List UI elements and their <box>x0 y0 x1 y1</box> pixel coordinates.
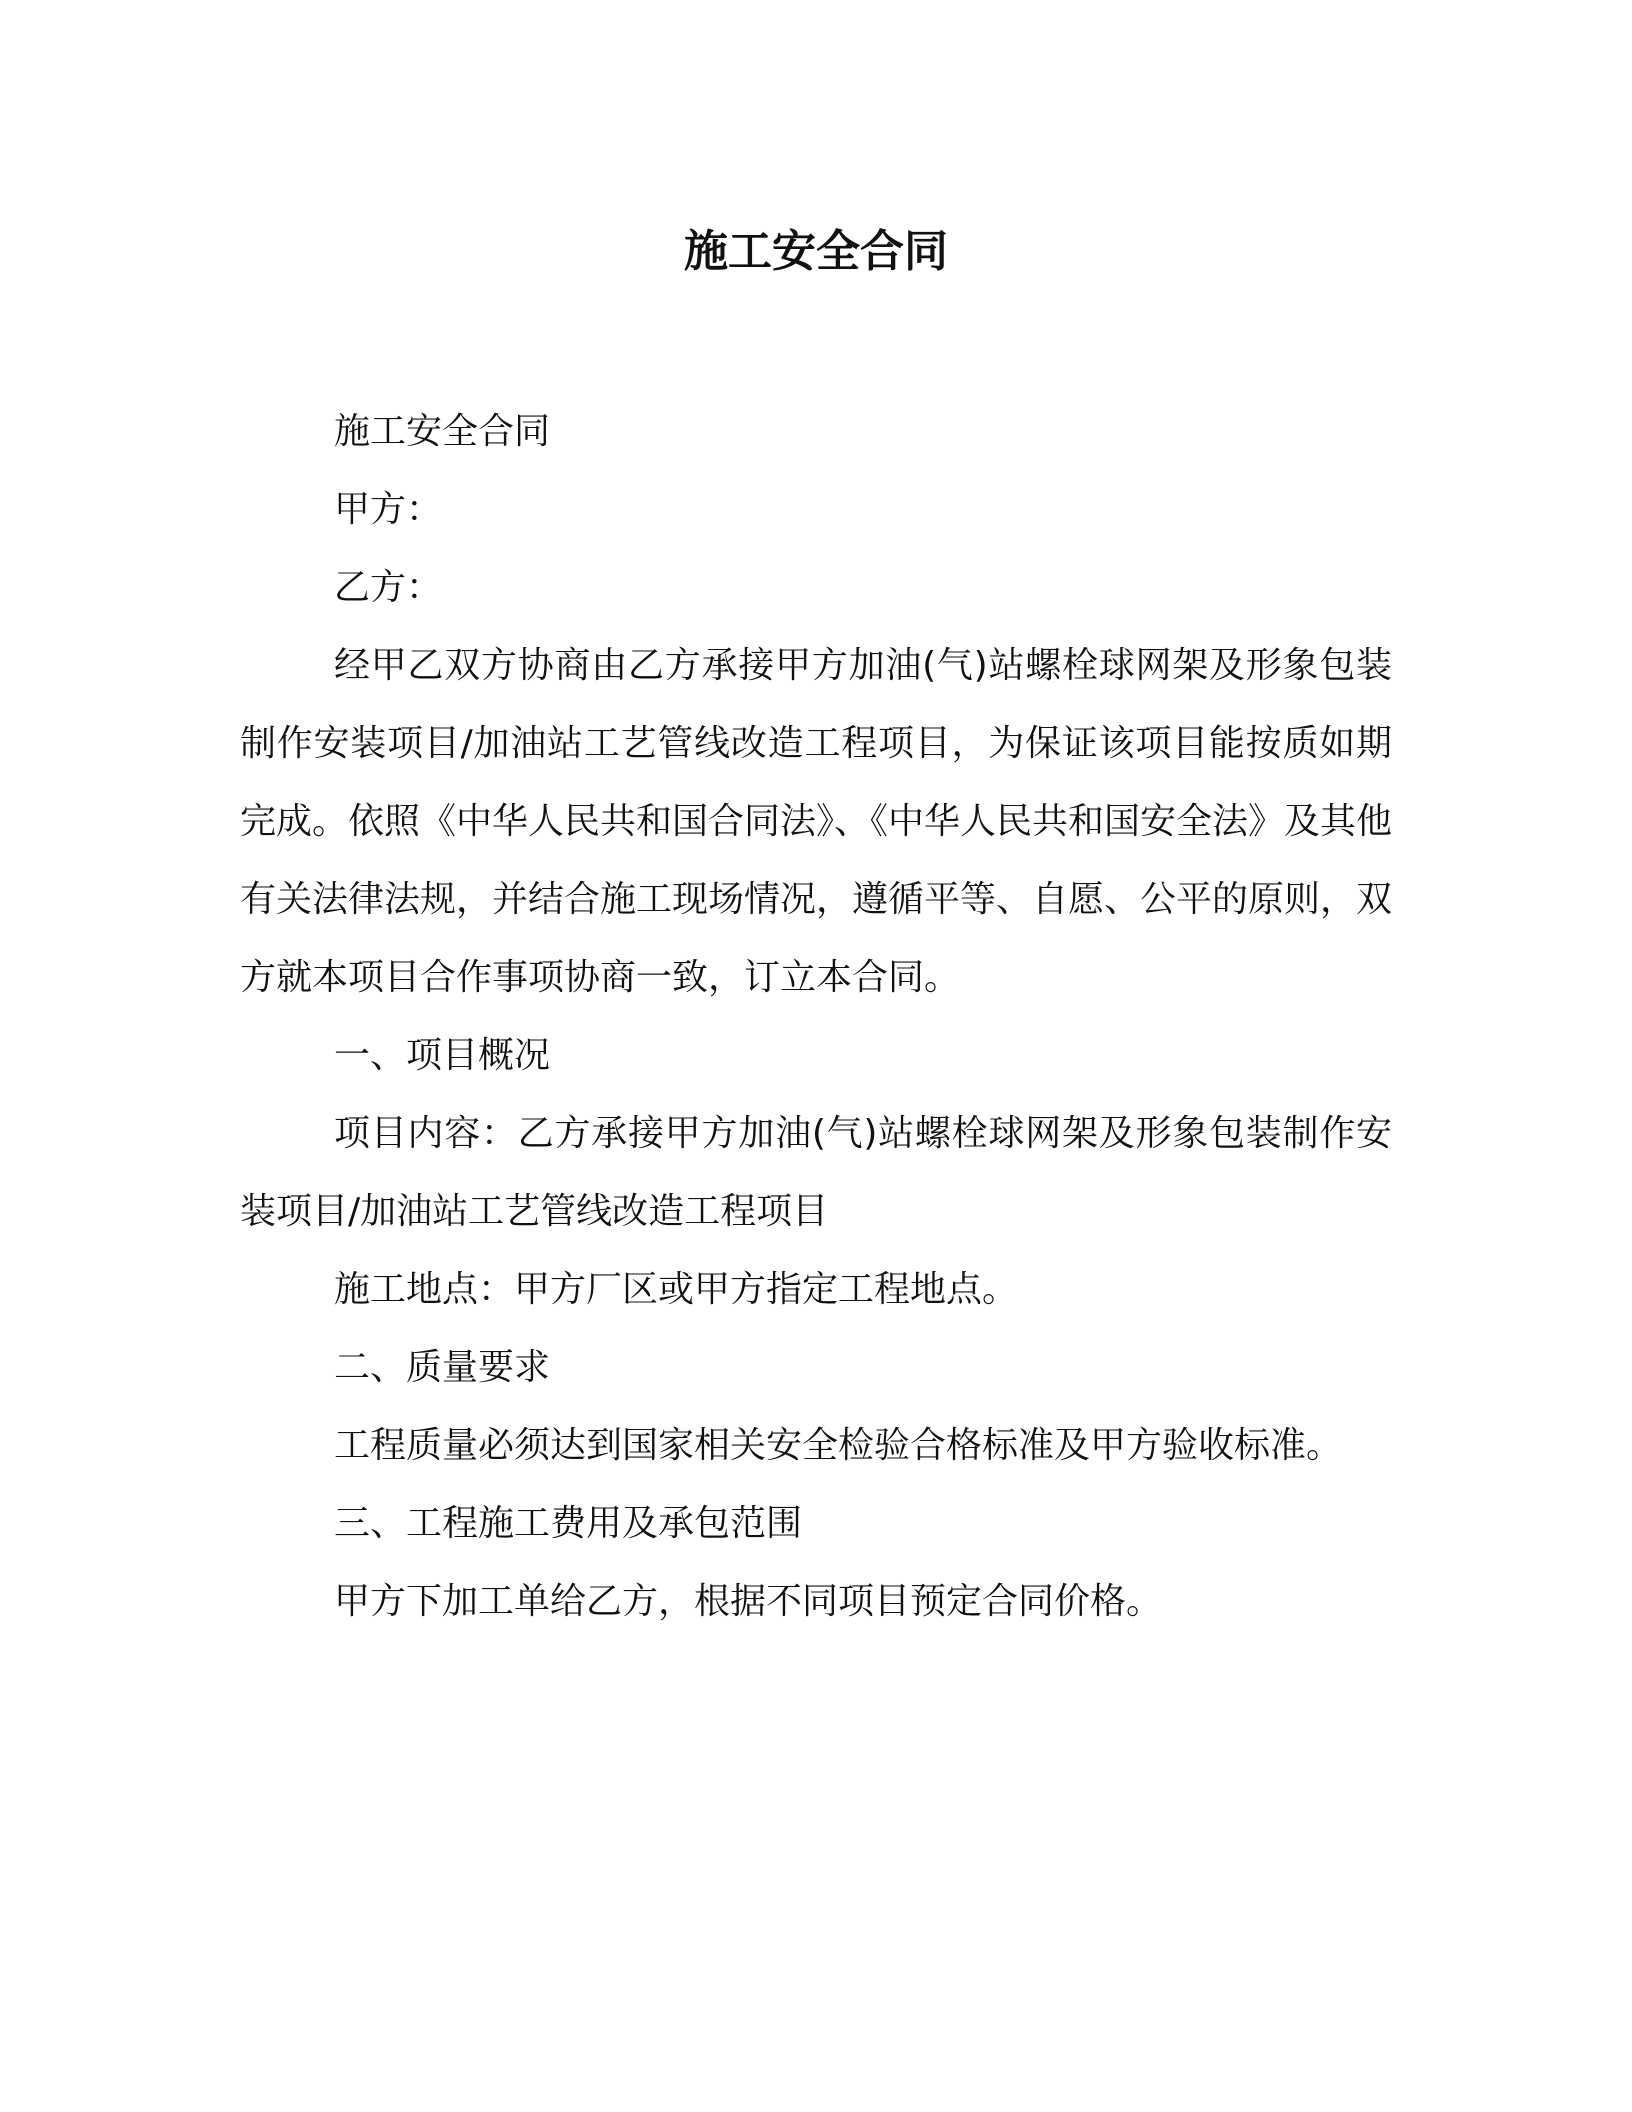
party-b-line: 乙方： <box>334 567 443 608</box>
document-body <box>240 393 1392 1641</box>
section-heading-quality: 二、质量要求 <box>334 1347 551 1388</box>
document-title: 施工安全合同 <box>684 226 948 277</box>
project-content-paragraph: 项目内容：乙方承接甲方加油(气)站螺栓球网架及形象包装制作安装项目/加油站工艺管线改造工程项目 <box>240 1113 1392 1232</box>
party-a-line: 甲方： <box>334 489 443 530</box>
preamble-paragraph: 经甲乙双方协商由乙方承接甲方加油(气)站螺栓球网架及形象包装制作安装项目/加油站工艺管线改造工程项目，为保证该项目能按质如期完成。依照《中华人民共和国合同法》、《中华人民共和国安全法》及其他有关法律法规，并结合施工现场情况，遵循平等、自愿、公平的原则，双方就本项目合作事项协商一致，订立本合同。 <box>240 645 1393 998</box>
quality-paragraph: 工程质量必须达到国家相关安全检验合格标准及甲方验收标准。 <box>334 1425 1343 1466</box>
section-heading-project-overview: 一、项目概况 <box>334 1035 551 1076</box>
cost-paragraph: 甲方下加工单给乙方，根据不同项目预定合同价格。 <box>334 1581 1163 1622</box>
subtitle-paragraph: 施工安全合同 <box>334 411 551 452</box>
section-heading-cost-scope: 三、工程施工费用及承包范围 <box>334 1503 803 1544</box>
construction-site-paragraph: 施工地点：甲方厂区或甲方指定工程地点。 <box>334 1269 1019 1310</box>
